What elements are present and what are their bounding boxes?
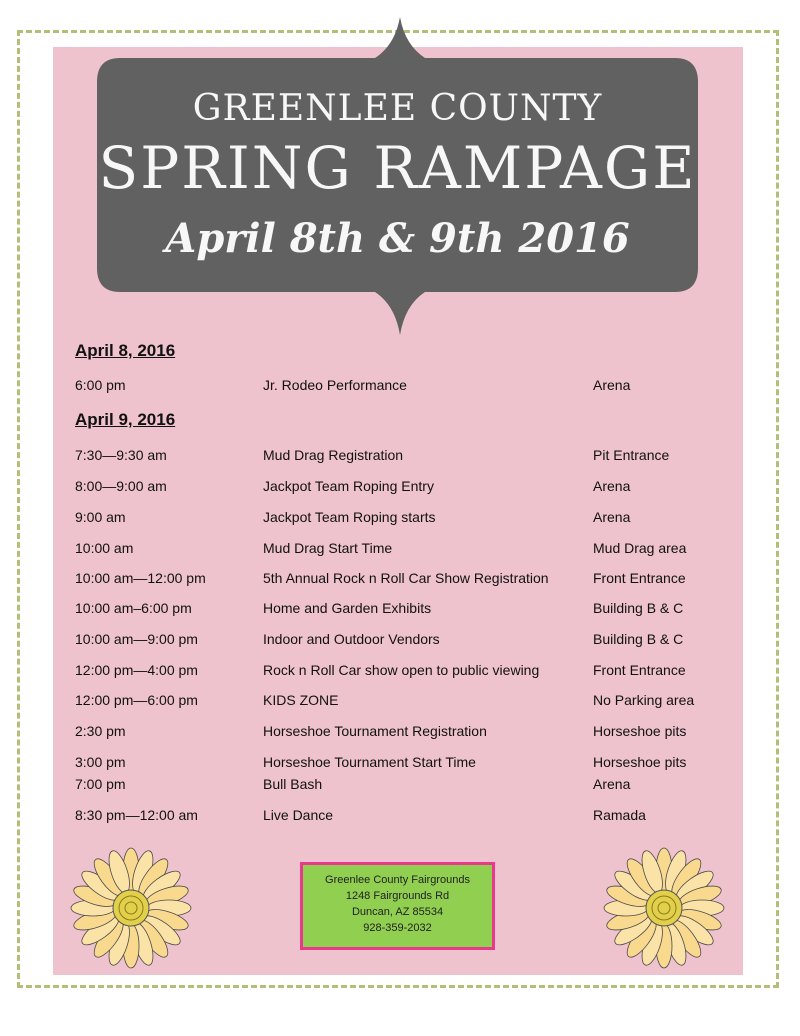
event-name: Home and Garden Exhibits — [263, 600, 432, 616]
event-name: Bull Bash — [263, 776, 323, 792]
event-name: Jr. Rodeo Performance — [263, 377, 407, 393]
event-location: Ramada — [593, 807, 646, 823]
event-location: Horseshoe pits — [593, 723, 687, 739]
event-time: 10:00 am–6:00 pm — [75, 600, 192, 616]
event-time: 12:00 pm—4:00 pm — [75, 662, 198, 678]
event-name: Jackpot Team Roping starts — [263, 509, 436, 525]
event-name: Live Dance — [263, 807, 334, 823]
venue-contact-box — [300, 862, 495, 950]
title-county: GREENLEE COUNTY — [192, 88, 603, 129]
event-time: 7:30—9:30 am — [75, 447, 167, 463]
event-name: 5th Annual Rock n Roll Car Show Registration — [263, 570, 549, 586]
event-name: Jackpot Team Roping Entry — [263, 478, 434, 494]
event-location: Building B & C — [593, 631, 684, 647]
venue-name: Greenlee County Fairgrounds — [325, 874, 470, 886]
event-location: Mud Drag area — [593, 540, 687, 556]
event-time: 3:00 pm — [75, 754, 126, 770]
event-location: Front Entrance — [593, 662, 686, 678]
event-time: 7:00 pm — [75, 776, 126, 792]
event-name: Horseshoe Tournament Registration — [263, 723, 487, 739]
event-name: Mud Drag Start Time — [263, 540, 393, 556]
event-time: 10:00 am—12:00 pm — [75, 570, 206, 586]
event-location: Horseshoe pits — [593, 754, 687, 770]
event-name: Indoor and Outdoor Vendors — [263, 631, 440, 647]
event-time: 2:30 pm — [75, 723, 126, 739]
title-dates: April 8th & 9th 2016 — [165, 215, 630, 262]
event-name: Horseshoe Tournament Start Time — [263, 754, 476, 770]
venue-street: 1248 Fairgrounds Rd — [345, 890, 450, 902]
title-event-name: SPRING RAMPAGE — [98, 134, 697, 202]
day-heading: April 9, 2016 — [75, 410, 176, 429]
event-location: Arena — [593, 377, 631, 393]
event-name: Mud Drag Registration — [263, 447, 404, 463]
event-time: 6:00 pm — [75, 377, 126, 393]
event-time: 8:30 pm—12:00 am — [75, 807, 198, 823]
event-location: Arena — [593, 509, 631, 525]
event-time: 10:00 am—9:00 pm — [75, 631, 198, 647]
daisy-icon — [68, 845, 194, 971]
event-location: Building B & C — [593, 600, 684, 616]
venue-city: Duncan, AZ 85534 — [351, 906, 444, 918]
venue-phone: 928-359-2032 — [363, 922, 432, 934]
event-time: 10:00 am — [75, 540, 134, 556]
event-location: Arena — [593, 478, 631, 494]
event-location: Arena — [593, 776, 631, 792]
event-location: Front Entrance — [593, 570, 686, 586]
event-time: 8:00—9:00 am — [75, 478, 167, 494]
event-location: Pit Entrance — [593, 447, 670, 463]
event-location: No Parking area — [593, 692, 695, 708]
daisy-icon — [601, 845, 727, 971]
event-time: 12:00 pm—6:00 pm — [75, 692, 198, 708]
day-heading: April 8, 2016 — [75, 341, 176, 360]
event-name: Rock n Roll Car show open to public viewing — [263, 662, 540, 678]
event-name: KIDS ZONE — [263, 692, 339, 708]
event-time: 9:00 am — [75, 509, 126, 525]
